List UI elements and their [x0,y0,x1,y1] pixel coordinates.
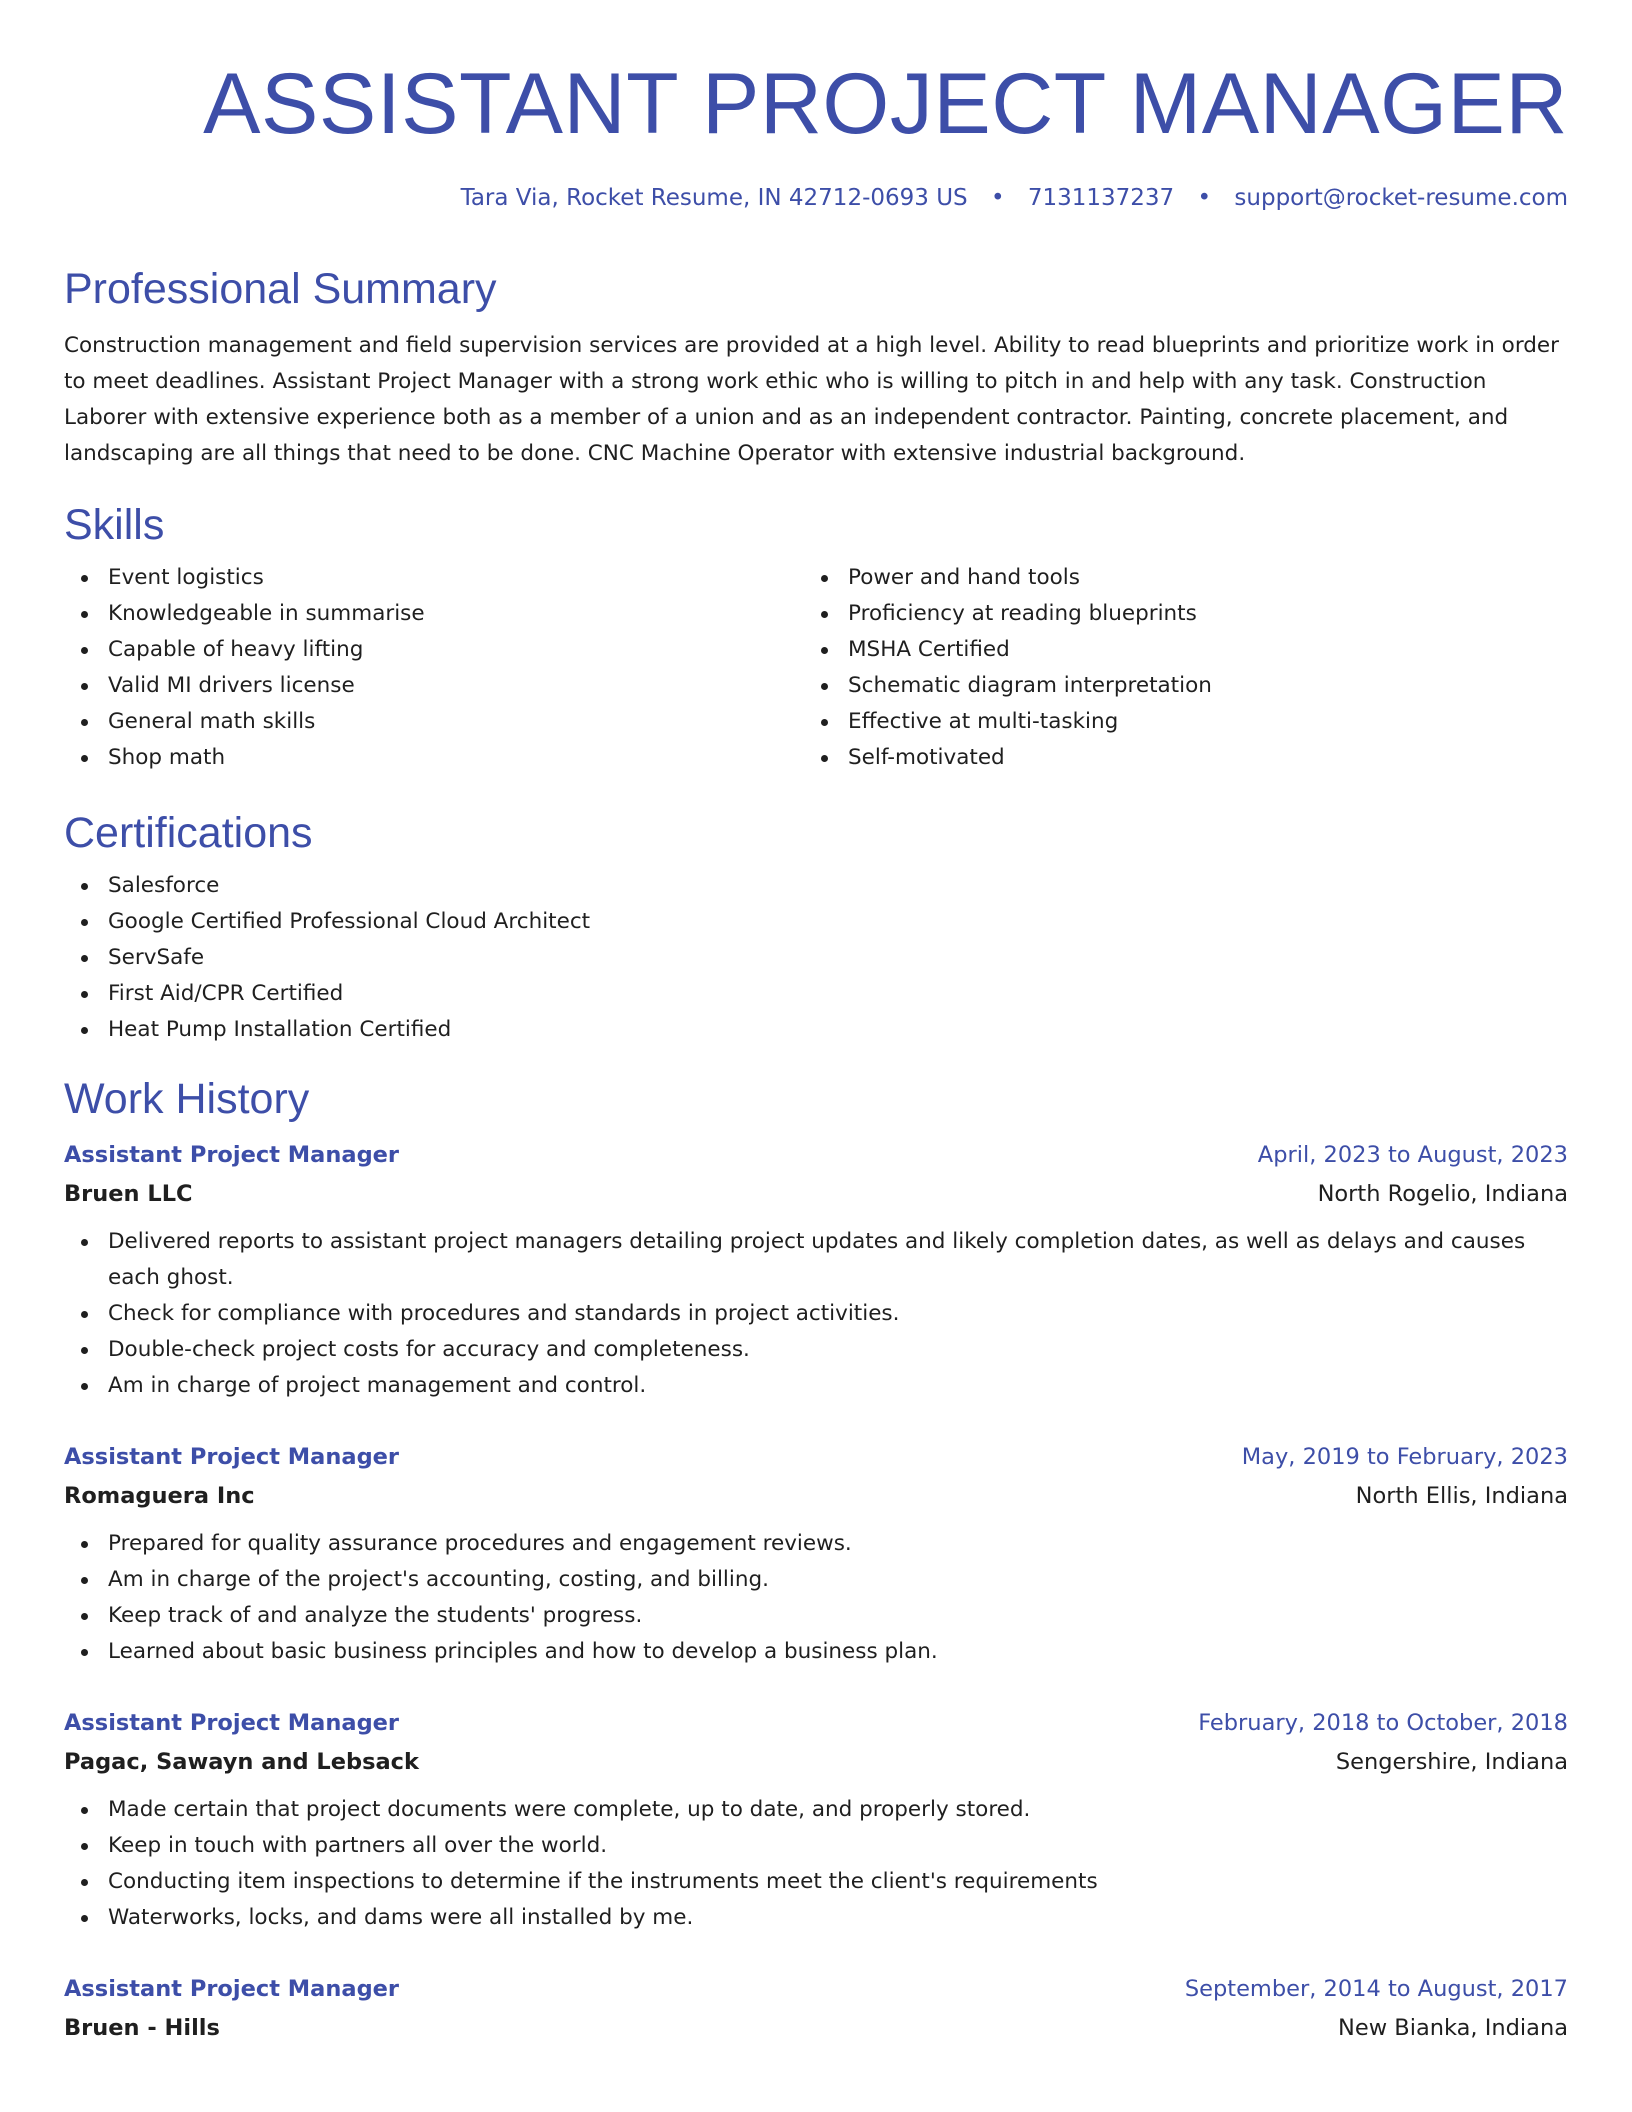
work-history-section [64,1072,1568,2048]
job-dates: February, 2018 to October, 2018 [1198,1710,1568,1736]
skills-list-left [64,560,804,776]
skill-item: MSHA Certified [804,632,1544,668]
skill-item: Valid MI drivers license [64,668,804,704]
contact-line [64,182,1568,214]
job-bullet: Delivered reports to assistant project managers detailing project updates and likely completion dates, as well as delays and causes each ghost. [64,1224,1568,1296]
skill-item: General math skills [64,704,804,740]
skill-item: Event logistics [64,560,804,596]
job-bullet: Keep track of and analyze the students' progress. [64,1598,1568,1634]
job-entry [64,1438,1568,1670]
bullet-icon [81,1541,88,1548]
bullet-icon [81,611,88,618]
bullet-icon [821,611,828,618]
job-dates: May, 2019 to February, 2023 [1241,1444,1568,1470]
bullet-icon [81,883,88,890]
certification-item: ServSafe [64,940,1568,976]
certifications-list [64,868,1568,1048]
bullet-icon [81,1347,88,1354]
contact-separator: • [1197,185,1212,211]
bullet-icon [821,683,828,690]
job-location: North Ellis, Indiana [1355,1483,1568,1509]
section-heading-summary: Professional Summary [64,265,497,313]
bullet-icon [81,575,88,582]
job-dates: September, 2014 to August, 2017 [1184,1976,1568,2002]
bullet-icon [81,1807,88,1814]
bullet-icon [81,1383,88,1390]
skill-item: Capable of heavy lifting [64,632,804,668]
bullet-icon [81,919,88,926]
section-heading-certifications: Certifications [64,809,313,857]
job-bullet-list [64,1792,1568,1936]
skill-item: Knowledgeable in summarise [64,596,804,632]
skill-item: Power and hand tools [804,560,1544,596]
job-company: Pagac, Sawayn and Lebsack [64,1749,419,1775]
job-company: Bruen LLC [64,1181,193,1207]
bullet-icon [81,755,88,762]
contact-address: Tara Via, Rocket Resume, IN 42712-0693 US [460,185,968,211]
job-entry [64,1136,1568,1404]
section-heading-skills: Skills [64,501,165,549]
bullet-icon [821,755,828,762]
bullet-icon [81,1613,88,1620]
bullet-icon [81,1577,88,1584]
job-bullet: Waterworks, locks, and dams were all installed by me. [64,1900,1568,1936]
bullet-icon [81,1239,88,1246]
skill-item: Shop math [64,740,804,776]
job-title: Assistant Project Manager [64,1976,400,2002]
job-location: North Rogelio, Indiana [1317,1181,1568,1207]
bullet-icon [81,1843,88,1850]
certification-item: Heat Pump Installation Certified [64,1012,1568,1048]
job-bullet: Prepared for quality assurance procedures and engagement reviews. [64,1526,1568,1562]
job-bullet: Made certain that project documents were complete, up to date, and properly stored. [64,1792,1568,1828]
bullet-icon [821,647,828,654]
job-title: Assistant Project Manager [64,1142,400,1168]
job-bullet-list [64,1224,1568,1404]
resume-title: ASSISTANT PROJECT MANAGER [203,56,1568,152]
job-bullet: Am in charge of project management and control. [64,1368,1568,1404]
bullet-icon [81,1915,88,1922]
skill-item: Self-motivated [804,740,1544,776]
certification-item: Google Certified Professional Cloud Architect [64,904,1568,940]
skills-columns [64,560,1568,776]
bullet-icon [81,1649,88,1656]
bullet-icon [81,955,88,962]
job-location: Sengershire, Indiana [1335,1749,1568,1775]
job-entry [64,1704,1568,1936]
job-bullet: Check for compliance with procedures and standards in project activities. [64,1296,1568,1332]
bullet-icon [81,991,88,998]
certifications-section [64,806,1568,1048]
job-location: New Bianka, Indiana [1338,2015,1568,2041]
bullet-icon [81,683,88,690]
job-title: Assistant Project Manager [64,1710,400,1736]
job-dates: April, 2023 to August, 2023 [1257,1142,1568,1168]
skill-item: Effective at multi-tasking [804,704,1544,740]
bullet-icon [81,719,88,726]
job-entry [64,1970,1568,2048]
contact-separator: • [990,185,1005,211]
job-bullet: Keep in touch with partners all over the world. [64,1828,1568,1864]
job-bullet: Double-check project costs for accuracy and completeness. [64,1332,1568,1368]
bullet-icon [81,1311,88,1318]
bullet-icon [81,647,88,654]
certification-item: Salesforce [64,868,1568,904]
bullet-icon [821,719,828,726]
section-heading-work-history: Work History [64,1075,310,1123]
skill-item: Proficiency at reading blueprints [804,596,1544,632]
job-company: Romaguera Inc [64,1483,255,1509]
summary-text: Construction management and field supervision services are provided at a high level. Ability to read blueprints and prioritize work in order to meet deadlines. Assistant Project Manager with a strong work ethic who is willing to pitch in and help with any task. Construction Laborer with extensive experience both as a member of a union and as an independent contractor. Painting, concrete placement, and landscaping are all things that need to be done. CNC Machine Operator with extensive industrial background. [64,333,1559,466]
job-bullet-list [64,1526,1568,1670]
job-title: Assistant Project Manager [64,1444,400,1470]
bullet-icon [821,575,828,582]
job-bullet: Learned about basic business principles and how to develop a business plan. [64,1634,1568,1670]
skill-item: Schematic diagram interpretation [804,668,1544,704]
professional-summary-section [64,262,1568,472]
contact-phone: 7131137237 [1027,185,1175,211]
bullet-icon [81,1879,88,1886]
job-bullet: Conducting item inspections to determine if the instruments meet the client's requirements [64,1864,1568,1900]
skills-list-right [804,560,1544,776]
skills-section [64,498,1568,776]
job-company: Bruen - Hills [64,2015,220,2041]
certification-item: First Aid/CPR Certified [64,976,1568,1012]
contact-email: support@rocket-resume.com [1234,185,1568,211]
bullet-icon [81,1027,88,1034]
job-bullet: Am in charge of the project's accounting, costing, and billing. [64,1562,1568,1598]
